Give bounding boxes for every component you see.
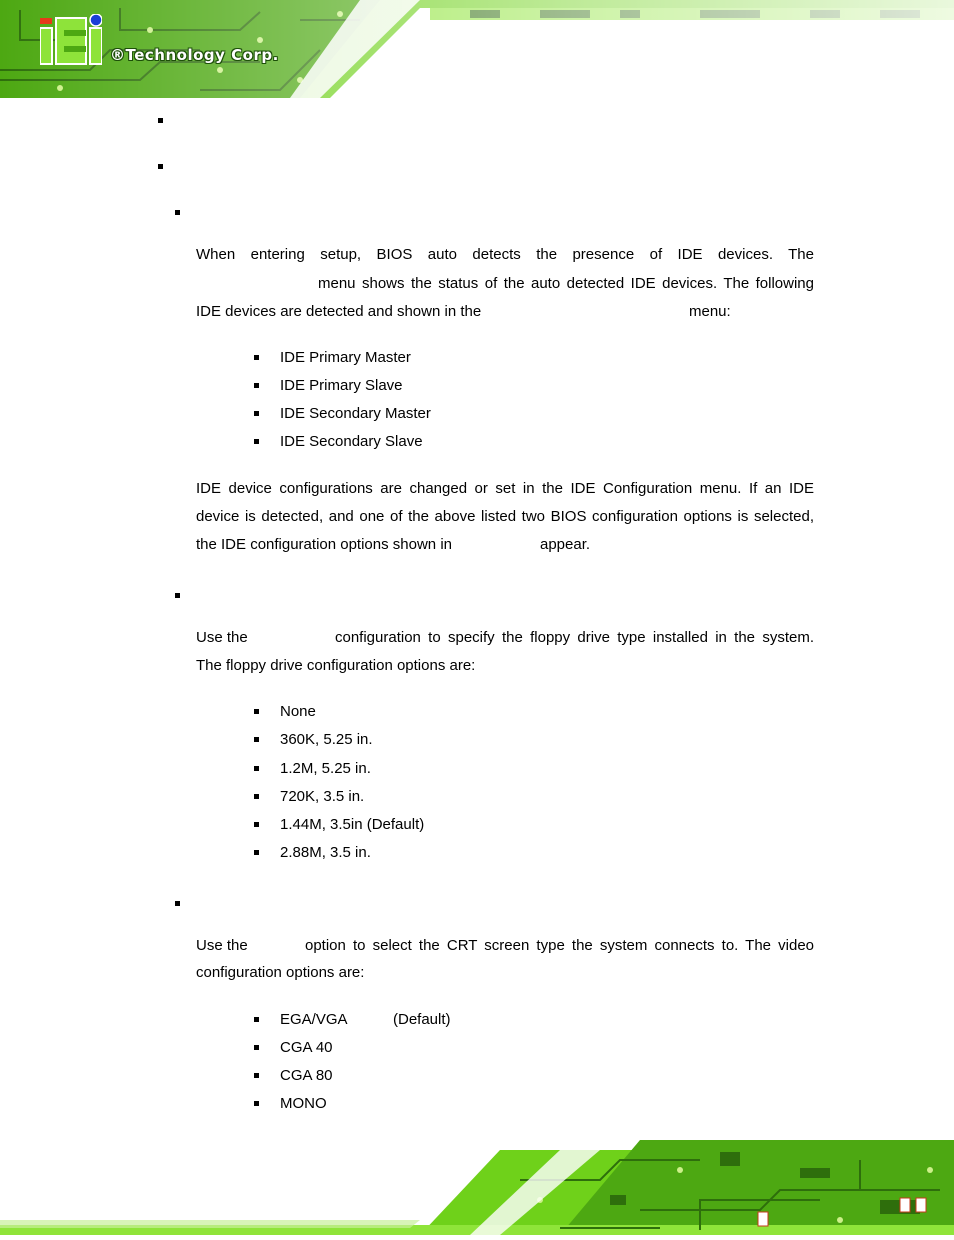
subsection-bullet <box>175 593 180 598</box>
list-bullet <box>254 383 259 388</box>
section-bullet <box>158 164 163 169</box>
video-paragraph-line: configuration options are: <box>196 964 365 981</box>
default-label: (Default) <box>393 1011 451 1028</box>
header-banner <box>0 0 954 98</box>
floppy-paragraph-line: Use the <box>196 629 248 646</box>
floppy-paragraph-line: configuration to specify the floppy drive type installed in the system. <box>335 629 814 646</box>
ide-paragraph-line: appear. <box>540 536 591 553</box>
list-bullet <box>254 439 259 444</box>
list-item: 720K, 3.5 in. <box>280 788 365 805</box>
list-bullet <box>254 794 259 799</box>
list-bullet <box>254 850 259 855</box>
ide-paragraph-line: the IDE configuration options shown in <box>196 536 452 553</box>
list-item: IDE Secondary Slave <box>280 433 423 450</box>
ide-paragraph-line: IDE devices are detected and shown in the <box>196 303 482 320</box>
list-item: None <box>280 703 316 720</box>
list-item: IDE Secondary Master <box>280 405 431 422</box>
circuit-board-graphic <box>0 1140 954 1235</box>
ide-paragraph-line: menu: <box>689 303 731 320</box>
list-item: 1.2M, 5.25 in. <box>280 760 371 777</box>
section-bullet <box>158 118 163 123</box>
list-bullet <box>254 1073 259 1078</box>
list-bullet <box>254 709 259 714</box>
ide-paragraph-line: IDE device configurations are changed or set in the IDE Configuration menu. If an IDE <box>196 480 814 497</box>
iei-logo <box>40 14 102 66</box>
ide-paragraph-line: When entering setup, BIOS auto detects the presence of IDE devices. The <box>196 246 814 263</box>
brand-name: ®Technology Corp. <box>110 46 279 64</box>
list-bullet <box>254 1045 259 1050</box>
list-item: 360K, 5.25 in. <box>280 731 373 748</box>
list-item: 2.88M, 3.5 in. <box>280 844 371 861</box>
floppy-paragraph-line: The floppy drive configuration options are: <box>196 657 476 674</box>
ide-paragraph-line: menu shows the status of the auto detected IDE devices. The following <box>318 275 814 292</box>
list-item: 1.44M, 3.5in (Default) <box>280 816 425 833</box>
subsection-bullet <box>175 210 180 215</box>
list-bullet <box>254 355 259 360</box>
list-item: EGA/VGA <box>280 1011 348 1028</box>
list-item: IDE Primary Master <box>280 349 411 366</box>
video-paragraph-line: option to select the CRT screen type the system connects to. The video <box>305 937 814 954</box>
list-bullet <box>254 737 259 742</box>
list-bullet <box>254 411 259 416</box>
list-item: CGA 80 <box>280 1067 333 1084</box>
video-paragraph-line: Use the <box>196 937 248 954</box>
ide-paragraph-line: device is detected, and one of the above listed two BIOS configuration options is selected, <box>196 508 814 525</box>
list-bullet <box>254 1101 259 1106</box>
list-bullet <box>254 1017 259 1022</box>
list-item: MONO <box>280 1095 327 1112</box>
list-bullet <box>254 822 259 827</box>
list-item: CGA 40 <box>280 1039 333 1056</box>
list-bullet <box>254 766 259 771</box>
subsection-bullet <box>175 901 180 906</box>
list-item: IDE Primary Slave <box>280 377 403 394</box>
footer-banner <box>0 1140 954 1235</box>
